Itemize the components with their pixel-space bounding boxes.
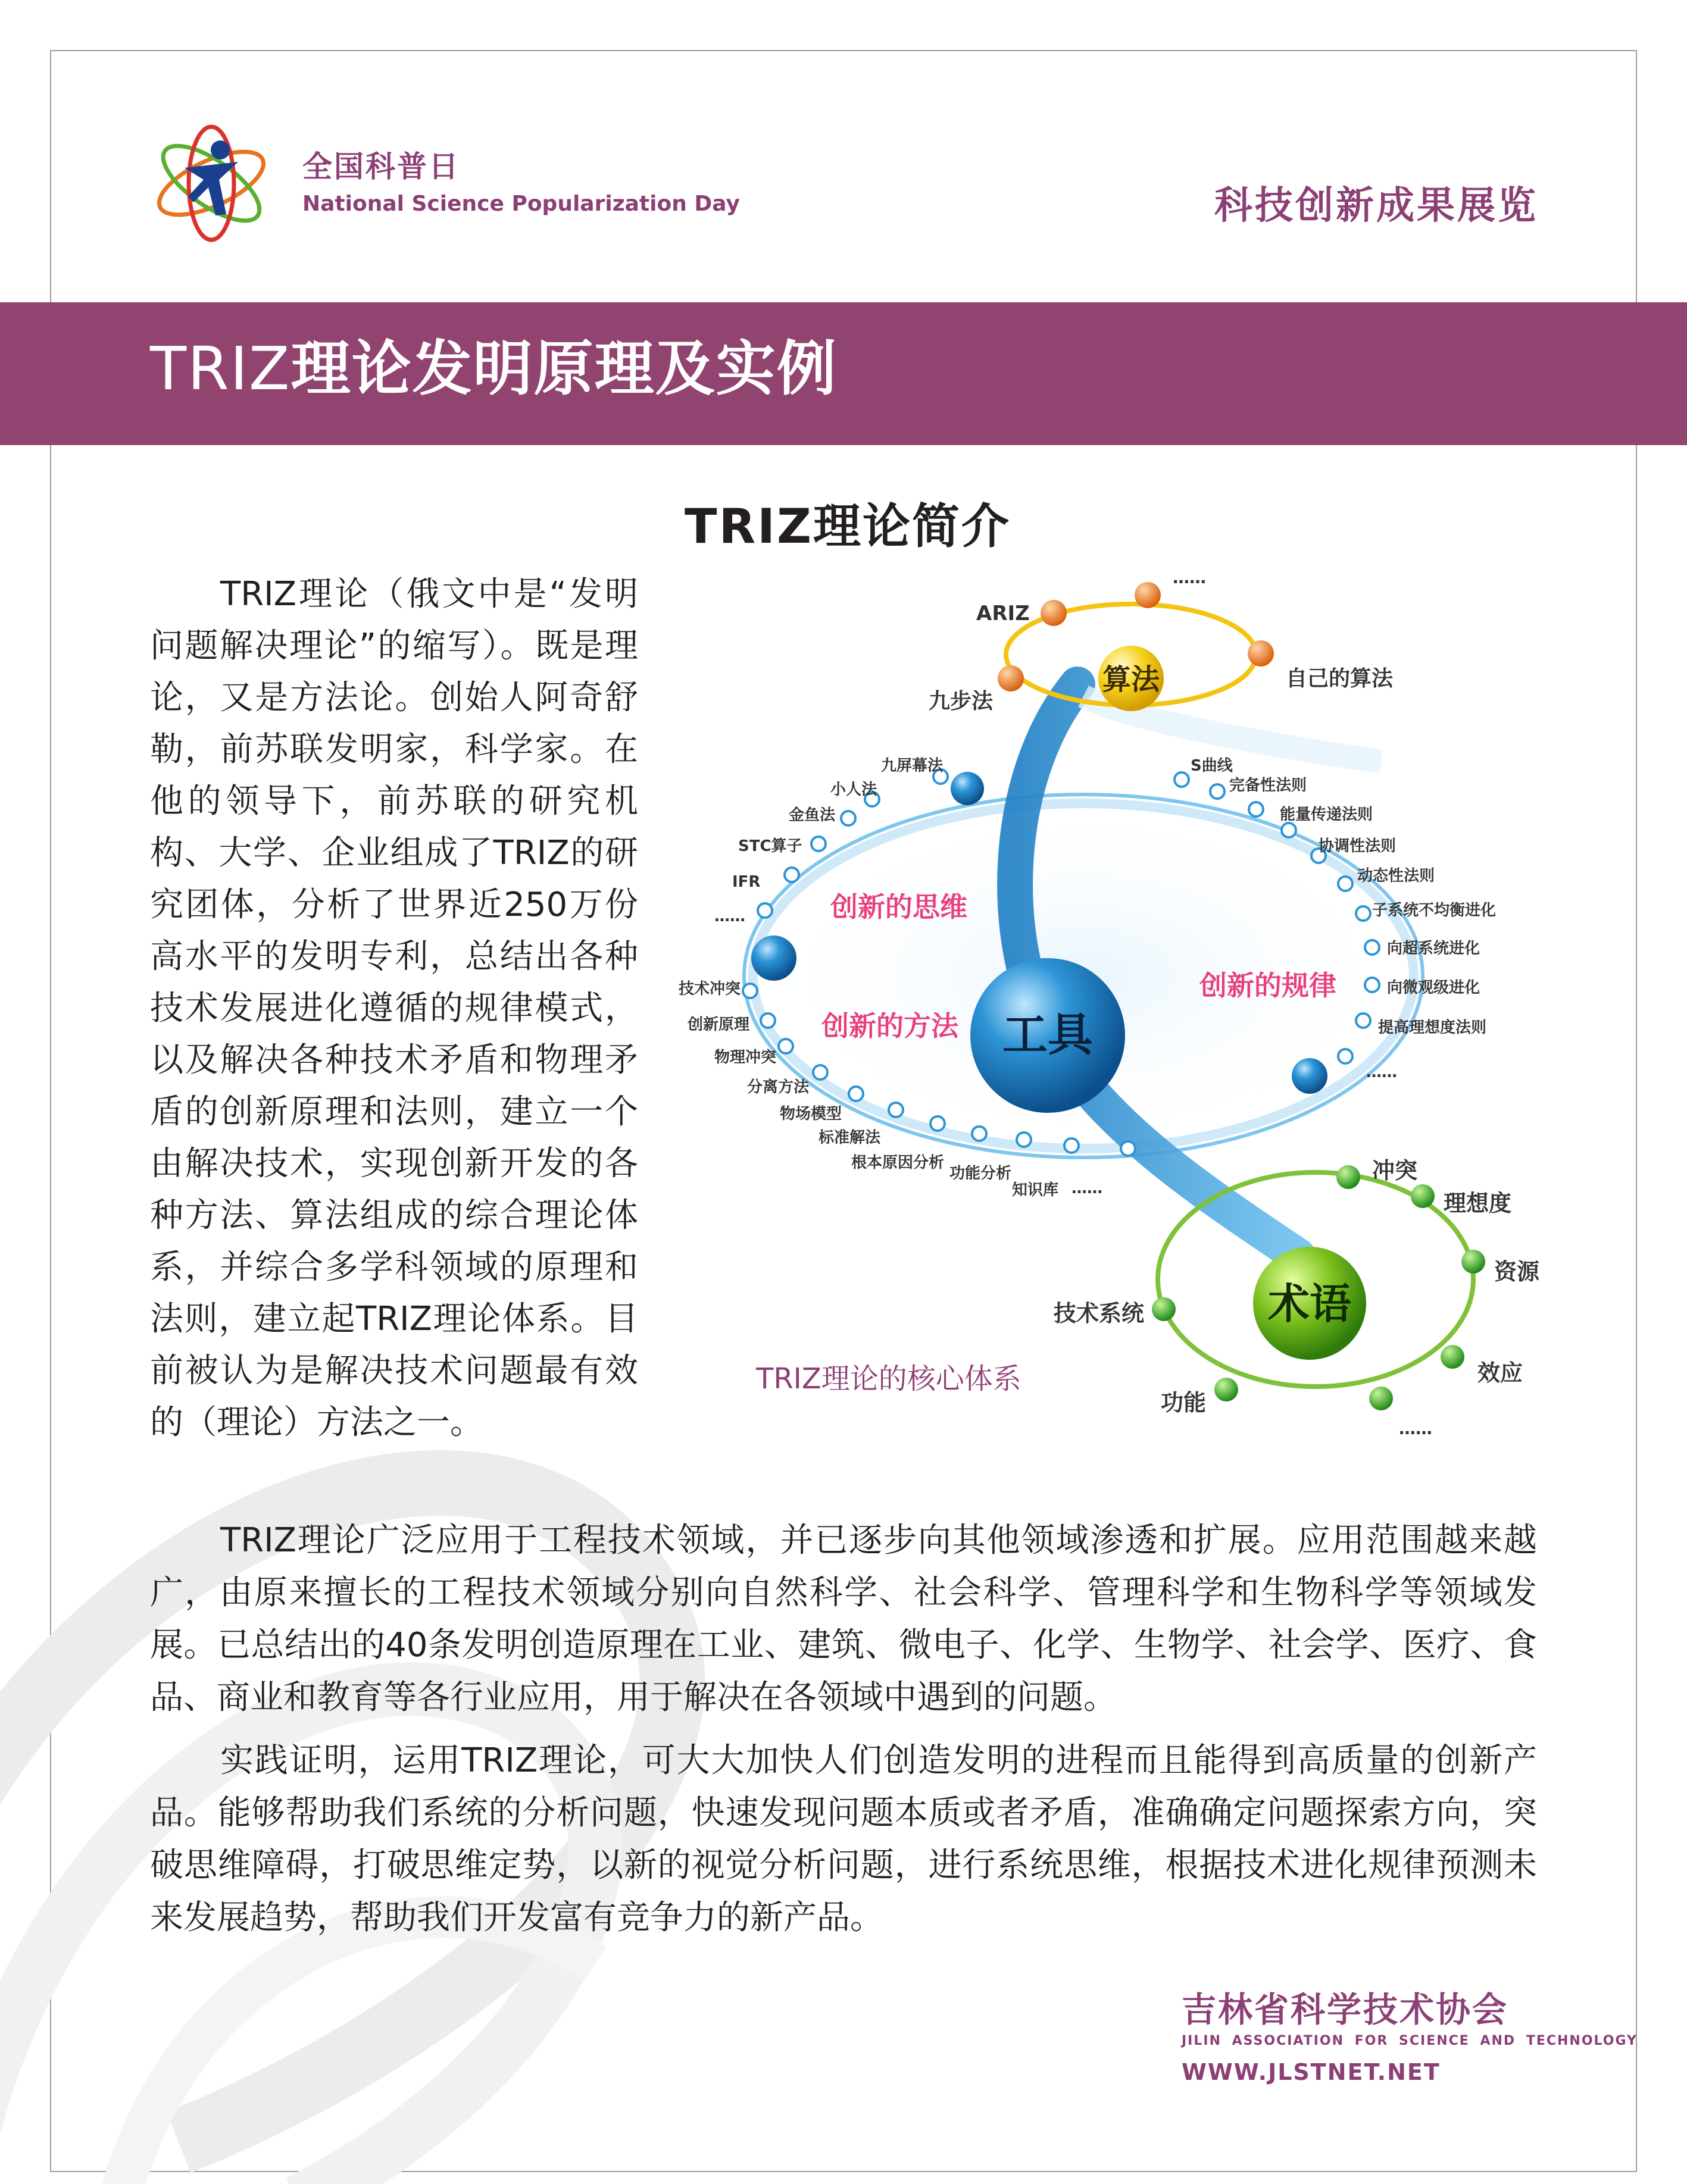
organization-website-link[interactable]: WWW.JLSTNET.NET: [1182, 2059, 1441, 2085]
algorithm-item-more: ……: [1173, 568, 1206, 587]
left-item-knowledge-base: 知识库: [1012, 1181, 1059, 1199]
logo-english-text: National Science Popularization Day: [302, 192, 740, 216]
science-day-logo-icon: [149, 113, 274, 250]
logo-chinese-text: 全国科普日: [302, 149, 460, 184]
left-item-stc: STC算子: [738, 837, 802, 855]
term-item-ideality: 理想度: [1444, 1190, 1512, 1216]
organization-name-chinese: 吉林省科学技术协会: [1182, 1989, 1509, 2030]
tool-label: 工具: [1002, 1008, 1093, 1061]
right-item-subsystem: 子系统不均衡进化: [1372, 902, 1497, 919]
term-item-conflict: 冲突: [1372, 1157, 1418, 1184]
left-item-innovation-principle: 创新原理: [688, 1016, 750, 1034]
right-item-micro-level: 向微观级进化: [1387, 979, 1480, 997]
left-item-more: ……: [714, 908, 745, 925]
paragraph-application: TRIZ理论广泛应用于工程技术领域，并已逐步向其他领域渗透和扩展。应用范围越来越广，由原来擅长的工程技术领域分别向自然科学、社会科学、管理科学和生物科学等领域发展。已总结出的40条发明创造原理在工业、建筑、微电子、化学、生物学、社会学、医疗、食品、商业和教育等各行业应用，用于解决在各领域中遇到的问题。: [150, 1521, 1537, 1717]
left-item-tech-conflict: 技术冲突: [679, 980, 741, 998]
left-item-nine-screen: 九屏幕法: [881, 757, 944, 775]
right-item-dynamics: 动态性法则: [1357, 867, 1435, 885]
right-item-energy-transfer: 能量传递法则: [1280, 806, 1373, 824]
left-item-function-analysis: 功能分析: [949, 1165, 1012, 1182]
left-item-physical-conflict: 物理冲突: [714, 1049, 777, 1066]
page-title-latin: TRIZ: [150, 334, 291, 403]
left-item-little-people: 小人法: [830, 781, 877, 799]
term-item-function: 功能: [1161, 1390, 1207, 1416]
algorithm-item-own: 自己的算法: [1286, 667, 1394, 691]
left-item-goldfish: 金鱼法: [789, 806, 836, 824]
algorithm-item-ariz: ARIZ: [976, 602, 1030, 625]
right-item-completeness: 完备性法则: [1229, 777, 1307, 794]
organization-name-english: JILIN ASSOCIATION FOR SCIENCE AND TECHNOLOGY: [1182, 2033, 1638, 2048]
page-title: [150, 334, 838, 403]
terminology-label: 术语: [1268, 1279, 1351, 1328]
paragraph-intro: TRIZ理论（俄文中是“发明问题解决理论”的缩写）。既是理论，又是方法论。创始人阿奇舒勒，前苏联发明家，科学家。在他的领导下，前苏联的研究机构、大学、企业组成了TRIZ的研究团体，分析了世界近250万份高水平的发明专利，总结出各种技术发展进化遵循的规律模式，以及解决各种技术矛盾和物理矛盾的创新原理和法则，建立一个由解决技术，实现创新开发的各种方法、算法组成的综合理论体系，并综合多学科领域的原理和法则，建立起TRIZ理论体系。目前被认为是解决技术问题最有效的（理论）方法之一。: [150, 575, 638, 1442]
page-title-chinese: 理论发明原理及实例: [290, 334, 838, 403]
arc-law-label: 创新的规律: [1199, 969, 1336, 1002]
right-item-s-curve: S曲线: [1191, 757, 1233, 775]
right-item-coordination: 协调性法则: [1319, 837, 1397, 855]
left-item-su-field: 物场模型: [780, 1105, 842, 1123]
term-item-resource: 资源: [1494, 1259, 1540, 1285]
section-title: TRIZ理论简介: [685, 499, 1011, 554]
right-item-supersystem: 向超系统进化: [1387, 940, 1480, 958]
left-item-standard-solution: 标准解法: [818, 1129, 881, 1147]
arc-method-label: 创新的方法: [821, 1010, 958, 1042]
algorithm-label: 算法: [1102, 663, 1160, 696]
left-item-more-2: ……: [1071, 1179, 1102, 1197]
term-item-effect: 效应: [1477, 1360, 1523, 1386]
paragraph-practice: 实践证明，运用TRIZ理论，可大大加快人们创造发明的进程而且能得到高质量的创新产品。能够帮助我们系统的分析问题，快速发现问题本质或者矛盾，准确确定问题探索方向，突破思维障碍，打破思维定势，以新的视觉分析问题，进行系统思维，根据技术进化规律预测未来发展趋势，帮助我们开发富有竞争力的新产品。: [150, 1741, 1537, 1937]
left-item-ifr: IFR: [732, 873, 761, 891]
left-item-root-cause: 根本原因分析: [851, 1154, 945, 1172]
algorithm-item-nine-step: 九步法: [929, 689, 994, 714]
left-item-separation: 分离方法: [747, 1078, 810, 1096]
term-item-more: ……: [1399, 1419, 1432, 1438]
right-item-more: ……: [1366, 1063, 1397, 1081]
right-item-ideality: 提高理想度法则: [1378, 1019, 1487, 1037]
diagram-caption: TRIZ理论的核心体系: [756, 1362, 1021, 1395]
exhibition-title: 科技创新成果展览: [1214, 184, 1538, 228]
arc-thinking-label: 创新的思维: [830, 891, 967, 923]
term-item-tech-system: 技术系统: [1054, 1300, 1145, 1326]
triz-core-system-diagram: [667, 565, 1540, 1452]
